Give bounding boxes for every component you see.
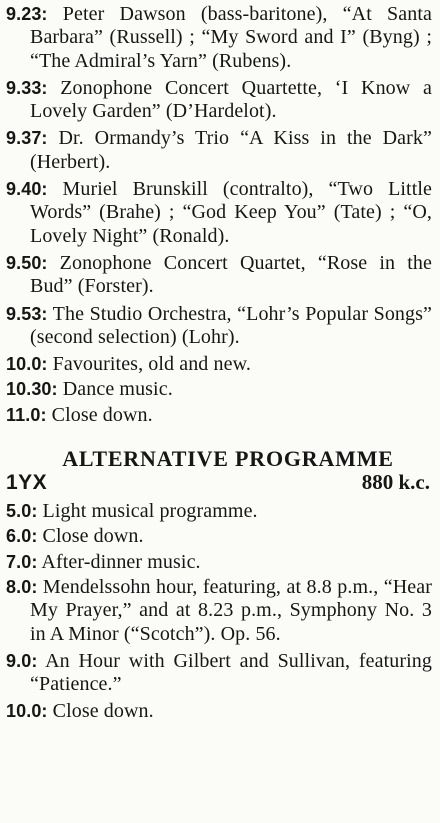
programme-entry [6,551,432,574]
entry-time: 9.50: [6,252,48,273]
entry-time: 10.30: [6,379,58,400]
entry-time: 5.0: [6,501,38,522]
programme-entry [6,650,432,697]
entry-text: Close down. [37,525,144,548]
entry-text: Dr. Ormandy’s Trio “A Kiss in the Dark” (Herbert). [30,127,432,173]
entry-text: Zonophone Concert Quartet, “Rose in the Bud” (Forster). [30,251,432,298]
station-frequency: 880 k.c. [361,470,430,495]
programme-entry [6,252,432,299]
entry-text: Favourites, old and new. [47,353,251,376]
programme-entry [6,77,432,124]
station-call-sign: 1YX [6,471,48,495]
programme-entry [6,178,432,248]
entry-text: Light musical programme. [37,500,258,523]
programme-entry [6,404,432,427]
entry-text: Close down. [47,700,154,723]
station-row [6,471,432,494]
programme-entry [6,378,432,401]
entry-time: 9.37: [6,128,48,149]
programme-entry [6,700,432,723]
programme-entry [6,353,432,376]
entry-text: Peter Dawson (bass-baritone), “At Santa Barbara” (Russell) ; “My Sword and I” (Byng) ; “The Admiral’s Yarn” (Rubens). [30,3,432,72]
entry-text: Mendelssohn hour, featuring, at 8.8 p.m., “Hear My Prayer,” and at 8.23 p.m., Symphony No. 3 in A Minor (“Scotch”). Op. 56. [30,575,432,645]
programme-entry [6,525,432,548]
entry-time: 7.0: [6,551,38,572]
entry-time: 6.0: [6,526,38,547]
entry-time: 10.0: [6,354,48,375]
entry-time: 9.23: [6,4,48,24]
programme-entry [6,127,432,174]
entry-text: Close down. [46,403,153,426]
entry-text: Zonophone Concert Quartette, ‘I Know a Lovely Garden” (D’Hardelot). [30,76,432,123]
entry-time: 9.0: [6,650,38,671]
entry-text: Dance music. [57,378,173,401]
entry-text: The Studio Orchestra, “Lohr’s Popular Songs” (second selection) (Lohr). [30,302,432,348]
programme-entry [6,3,432,73]
section-heading: ALTERNATIVE PROGRAMME [62,446,394,472]
programme-entry [6,500,432,523]
entry-text: Muriel Brunskill (contralto), “Two Little Words” (Brahe) ; “God Keep You” (Tate) ; “O, Lovely Night” (Ronald). [30,178,432,247]
entry-time: 10.0: [6,701,48,722]
entry-time: 8.0: [6,576,38,597]
entry-text: An Hour with Gilbert and Sullivan, featuring “Patience.” [30,649,432,696]
entry-time: 9.53: [6,303,48,324]
entry-time: 11.0: [6,404,47,425]
entry-time: 9.40: [6,179,48,200]
entry-text: After-dinner music. [37,550,201,573]
entry-time: 9.33: [6,77,48,98]
programme-entry [6,303,432,350]
programme-entry [6,576,432,646]
